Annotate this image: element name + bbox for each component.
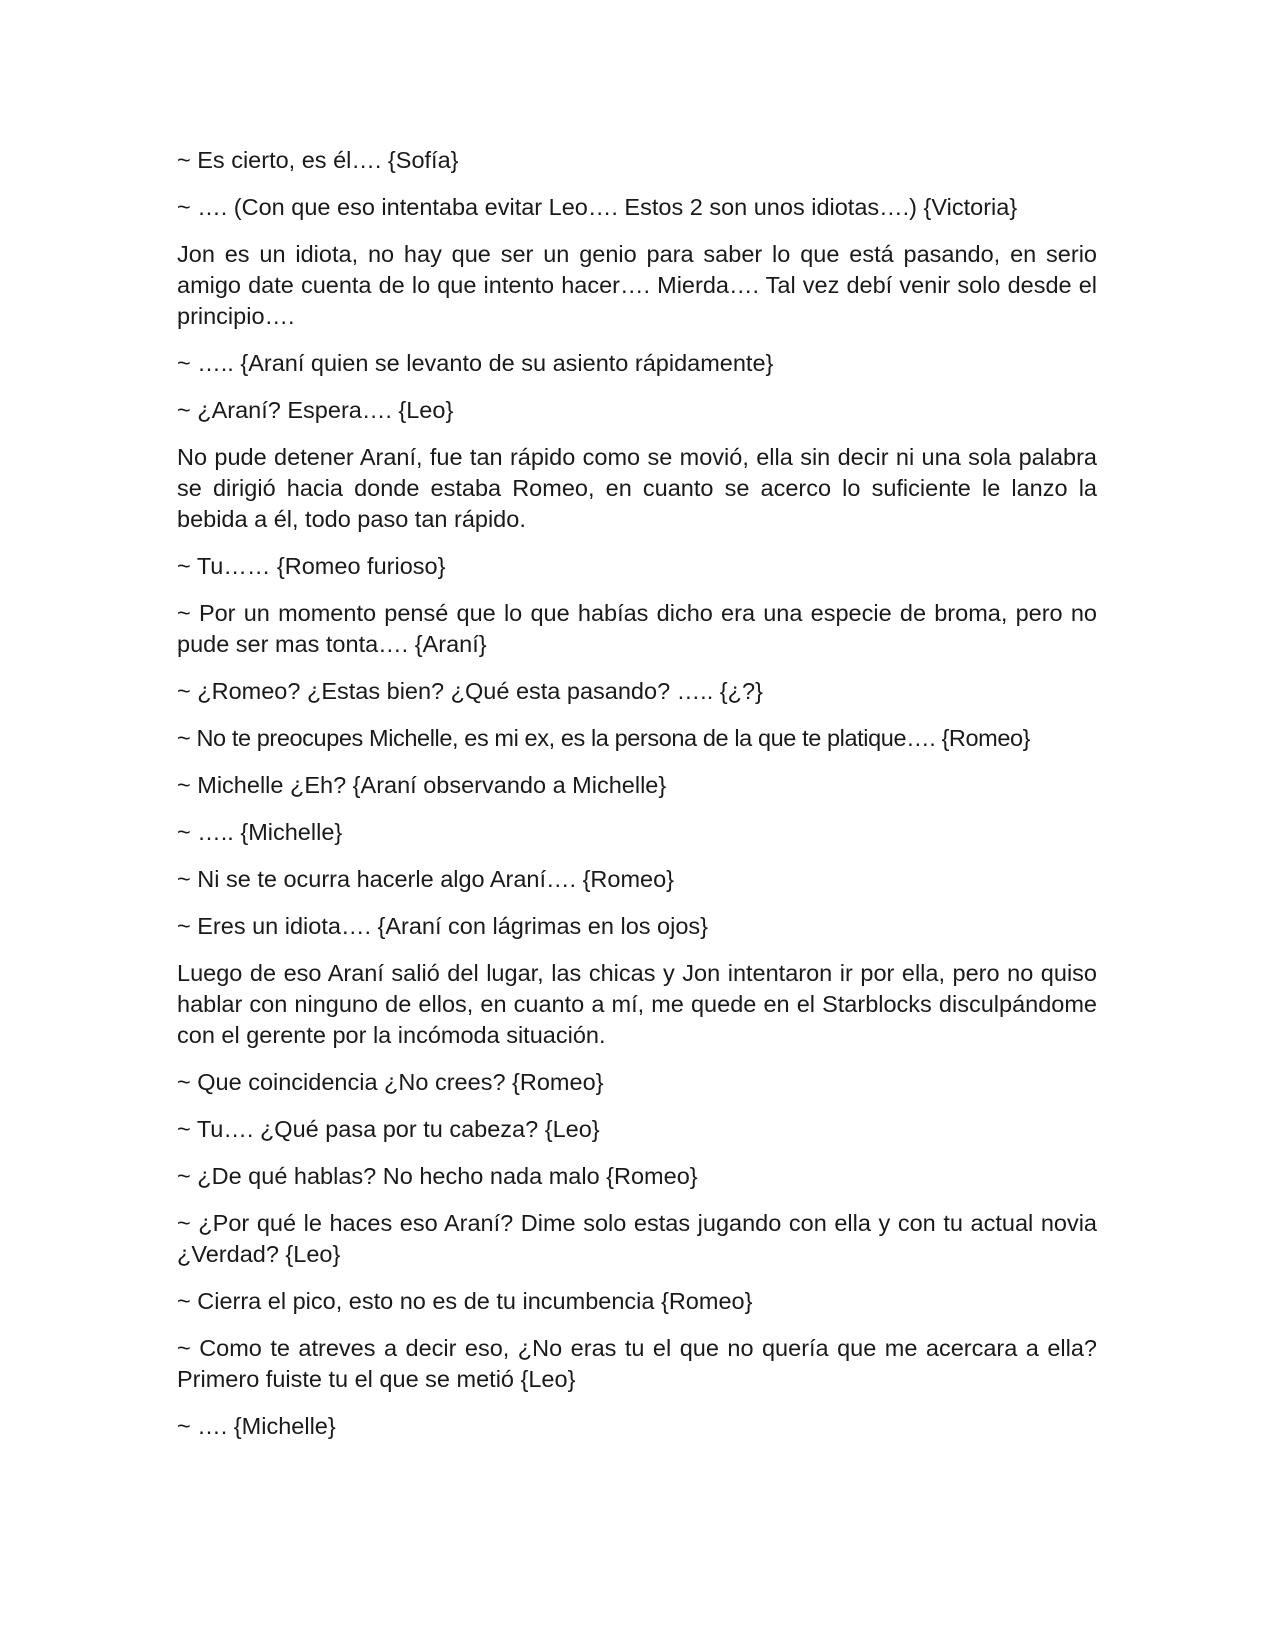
paragraph: ~ …. {Michelle}: [177, 1413, 336, 1439]
paragraph: ~ Tu…… {Romeo furioso}: [177, 553, 446, 579]
paragraph: ~ Es cierto, es él…. {Sofía}: [177, 147, 459, 173]
paragraph: ~ ¿Romeo? ¿Estas bien? ¿Qué esta pasando? ….. {¿?}: [177, 678, 763, 704]
paragraph: ~ Tu…. ¿Qué pasa por tu cabeza? {Leo}: [177, 1116, 600, 1142]
paragraph: ~ Michelle ¿Eh? {Araní observando a Michelle}: [177, 772, 667, 798]
paragraph: ~ ….. {Araní quien se levanto de su asiento rápidamente}: [177, 350, 774, 376]
document-body: [177, 145, 1097, 1458]
paragraph: ~ Cierra el pico, esto no es de tu incumbencia {Romeo}: [177, 1288, 753, 1314]
paragraph: ~ …. (Con que eso intentaba evitar Leo…. Estos 2 son unos idiotas….) {Victoria}: [177, 194, 1018, 220]
paragraph: ~ Que coincidencia ¿No crees? {Romeo}: [177, 1069, 604, 1095]
paragraph: ~ Por un momento pensé que lo que habías dicho era una especie de broma, pero no pude ser mas tonta…. {Araní}: [177, 600, 1097, 657]
paragraph: ~ ¿Araní? Espera…. {Leo}: [177, 397, 454, 423]
paragraph: ~ Ni se te ocurra hacerle algo Araní…. {Romeo}: [177, 866, 675, 892]
paragraph: Jon es un idiota, no hay que ser un genio para saber lo que está pasando, en serio amigo date cuenta de lo que intento hacer…. Mierda…. Tal vez debí venir solo desde el principio….: [177, 241, 1097, 329]
paragraph: ~ ….. {Michelle}: [177, 819, 343, 845]
paragraph: ~ Eres un idiota…. {Araní con lágrimas en los ojos}: [177, 913, 708, 939]
paragraph: ~ ¿De qué hablas? No hecho nada malo {Romeo}: [177, 1163, 698, 1189]
paragraph: ~ ¿Por qué le haces eso Araní? Dime solo estas jugando con ella y con tu actual novia ¿Verdad? {Leo}: [177, 1210, 1097, 1267]
paragraph: ~ Como te atreves a decir eso, ¿No eras tu el que no quería que me acercara a ella? Primero fuiste tu el que se metió {Leo}: [177, 1335, 1097, 1392]
paragraph: No pude detener Araní, fue tan rápido como se movió, ella sin decir ni una sola palabra se dirigió hacia donde estaba Romeo, en cuanto se acerco lo suficiente le lanzo la bebida a él, todo paso tan rápido.: [177, 444, 1097, 532]
paragraph: Luego de eso Araní salió del lugar, las chicas y Jon intentaron ir por ella, pero no quiso hablar con ninguno de ellos, en cuanto a mí, me quede en el Starblocks disculpándome con el gerente por la incómoda situación.: [177, 960, 1097, 1048]
paragraph: ~ No te preocupes Michelle, es mi ex, es la persona de la que te platique…. {Romeo}: [177, 725, 1031, 751]
